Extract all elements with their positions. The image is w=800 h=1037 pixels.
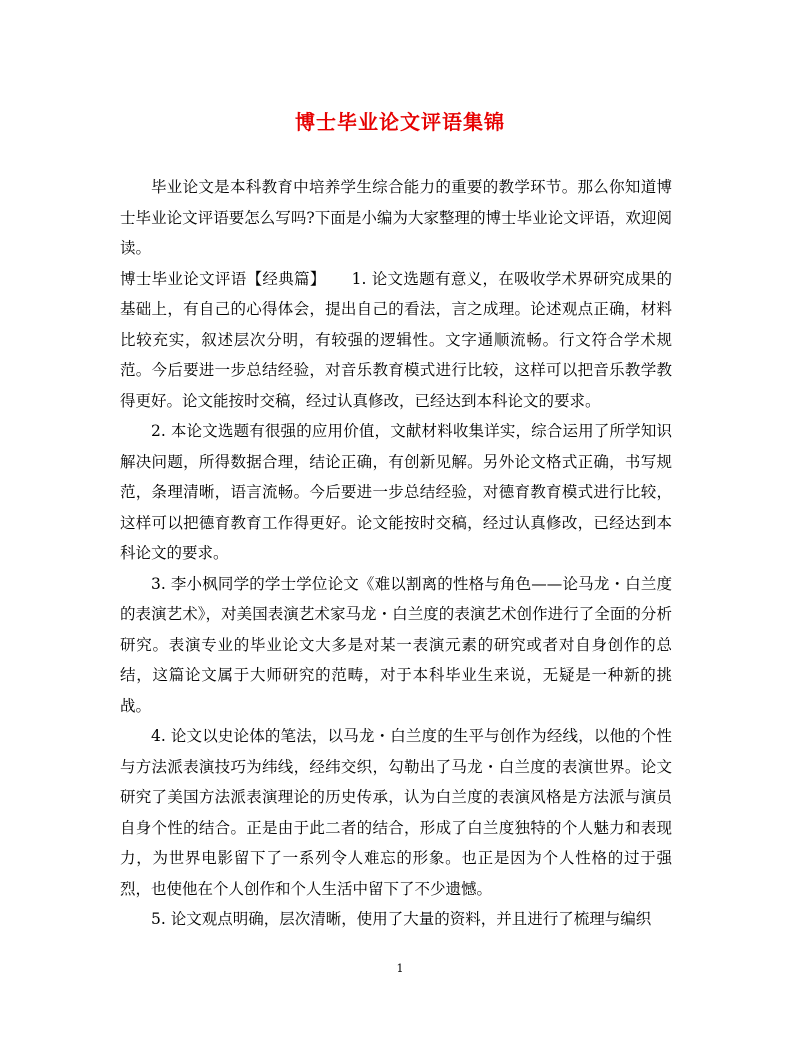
section-heading: 博士毕业论文评语【经典篇】: [120, 269, 326, 288]
page-number: 1: [396, 962, 404, 975]
comment-paragraph-1: [120, 264, 672, 417]
comment-paragraph-3: 3. 李小枫同学的学士学位论文《难以割离的性格与角色——论马龙・白兰度的表演艺术》，对美国表演艺术家马龙・白兰度的表演艺术创作进行了全面的分析研究。表演专业的毕业论文大多是对某一表演元素的研究或者对自身创作的总结，这篇论文属于大师研究的范畴，对于本科毕业生来说，无疑是一种新的挑战。: [120, 574, 672, 715]
comment-text-1: 1. 论文选题有意义，在吸收学术界研究成果的基础上，有自己的心得体会，提出自己的看法，言之成理。论述观点正确，材料比较充实，叙述层次分明，有较强的逻辑性。文字通顺流畅。行文符合学术规范。今后要进一步总结经验，对音乐教育模式进行比较，这样可以把音乐教学教得更好。论文能按时交稿，经过认真修改，已经达到本科论文的要求。: [120, 269, 672, 410]
document-title: 博士毕业论文评语集锦: [295, 110, 505, 134]
document-body: [120, 172, 672, 935]
intro-paragraph: 毕业论文是本科教育中培养学生综合能力的重要的教学环节。那么你知道博士毕业论文评语要怎么写吗?下面是小编为大家整理的博士毕业论文评语，欢迎阅读。: [120, 178, 672, 257]
comment-paragraph-4: 4. 论文以史论体的笔法，以马龙・白兰度的生平与创作为经线，以他的个性与方法派表演技巧为纬线，经纬交织，勾勒出了马龙・白兰度的表演世界。论文研究了美国方法派表演理论的历史传承，认为白兰度的表演风格是方法派与演员自身个性的结合。正是由于此二者的结合，形成了白兰度独特的个人魅力和表现力，为世界电影留下了一系列令人难忘的形象。也正是因为个人性格的过于强烈，也使他在个人创作和个人生活中留下了不少遗憾。: [120, 727, 672, 898]
comment-paragraph-5: 5. 论文观点明确，层次清晰，使用了大量的资料，并且进行了梳理与编织: [151, 910, 652, 928]
comment-paragraph-2: 2. 本论文选题有很强的应用价值，文献材料收集详实，综合运用了所学知识解决问题，所得数据合理，结论正确，有创新见解。另外论文格式正确，书写规范，条理清晰，语言流畅。今后要进一步总结经验，对德育教育模式进行比较，这样可以把德育教育工作得更好。论文能按时交稿，经过认真修改，已经达到本科论文的要求。: [120, 422, 672, 562]
